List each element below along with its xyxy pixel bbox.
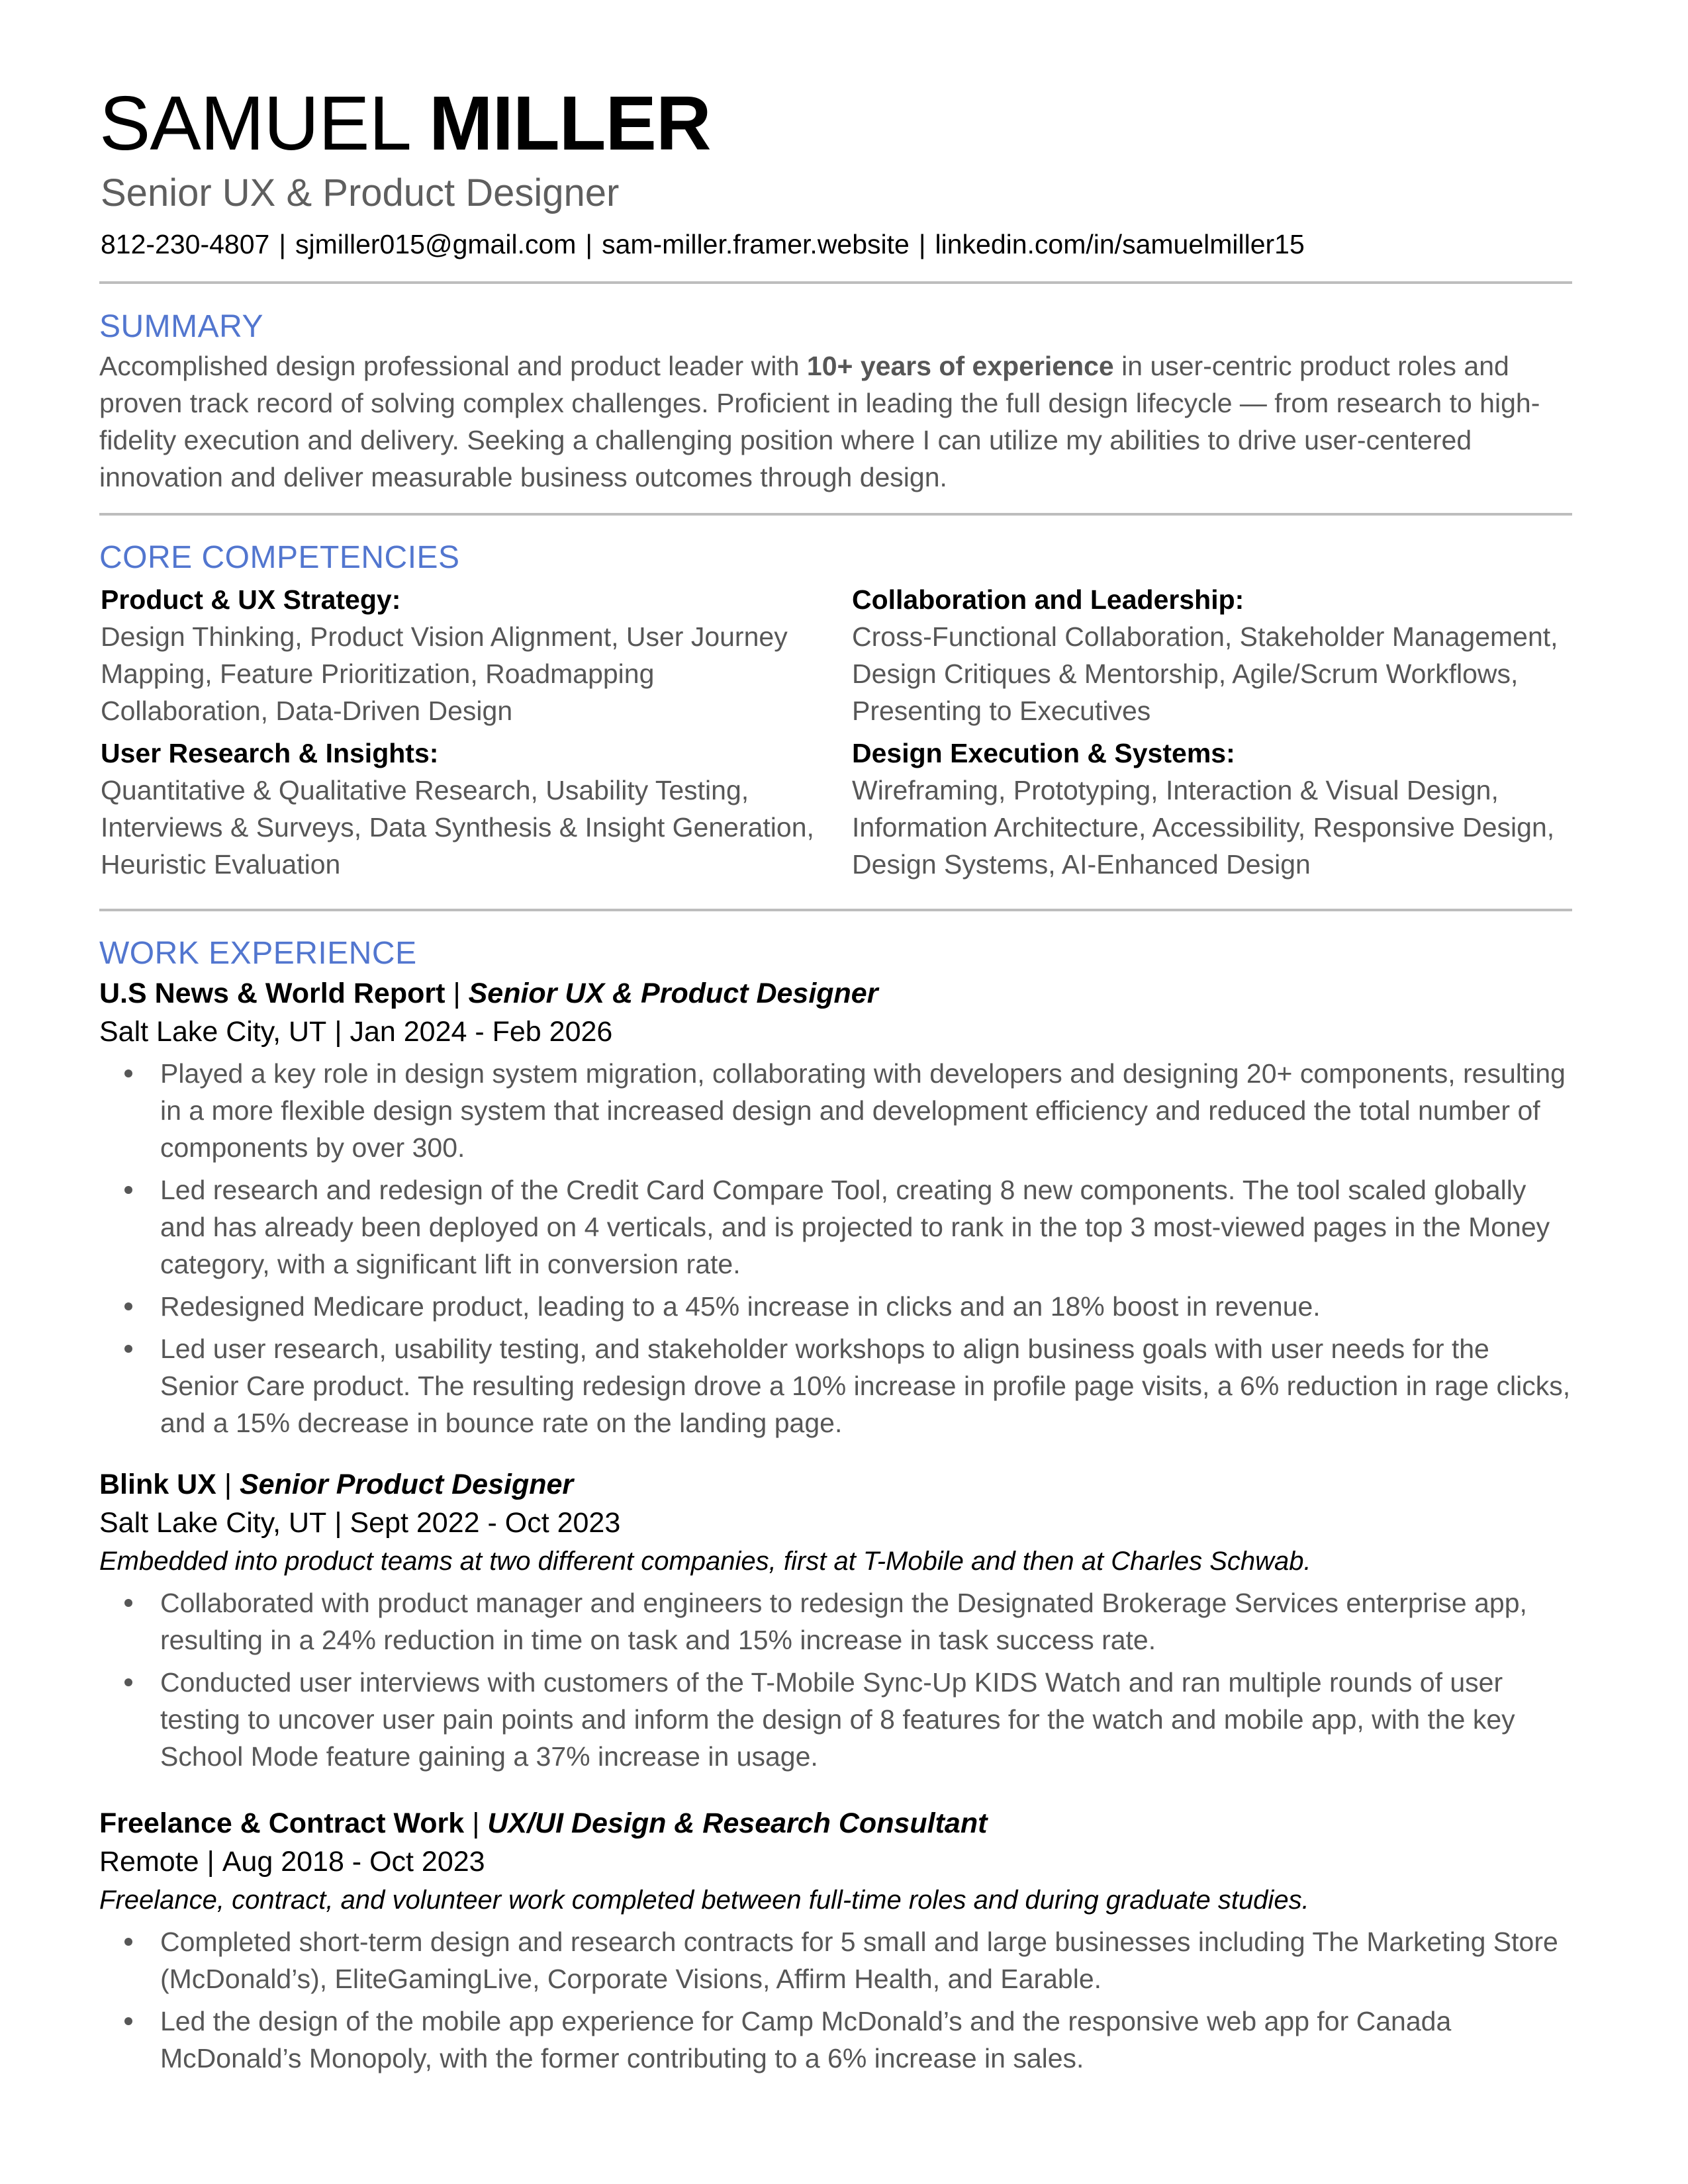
bullet-text: Conducted user interviews with customers of the T-Mobile Sync-Up KIDS Watch and ran multiple rounds of user testing to uncover user pain points and inform the design of 8 features for the watch and mobile app, with the key School Mode feature gaining a 37% increase in usage. [160, 1667, 1515, 1772]
bullet-icon [124, 1599, 132, 1607]
job-title-line [99, 974, 1572, 1013]
job-role: Senior UX & Product Designer [468, 978, 878, 1009]
job-location: Salt Lake City, UT [99, 1016, 327, 1048]
job-entry [99, 1465, 1572, 1780]
first-name: SAMUEL [99, 80, 408, 166]
separator: | [472, 1807, 480, 1839]
bullet-icon [124, 1302, 132, 1310]
competency-group-title: Product & UX Strategy: [101, 584, 401, 615]
website-link[interactable]: sam-miller.framer.website [602, 229, 910, 259]
bullet-icon [124, 2017, 132, 2025]
phone-number: 812-230-4807 [101, 229, 270, 259]
competencies-left-column [101, 581, 816, 888]
bullet-icon [124, 1938, 132, 1946]
competency-group-items: Wireframing, Prototyping, Interaction & Visual Design, Information Architecture, Accessibility, Responsive Design, Design Systems, AI-Enhanced Design [852, 775, 1555, 880]
job-note: Freelance, contract, and volunteer work completed between full-time roles and during graduate studies. [99, 1886, 1309, 1915]
last-name: MILLER [428, 80, 711, 166]
email-link[interactable]: sjmiller015@gmail.com [295, 229, 577, 259]
competency-group-title: User Research & Insights: [101, 738, 439, 768]
job-location: Remote [99, 1846, 199, 1878]
job-bullet [99, 1171, 1572, 1283]
separator: | [224, 1469, 232, 1500]
competency-group-items: Quantitative & Qualitative Research, Usability Testing, Interviews & Surveys, Data Synthesis & Insight Generation, Heuristic Evaluation [101, 775, 814, 880]
separator: | [585, 229, 593, 259]
competency-group-title: Collaboration and Leadership: [852, 584, 1244, 615]
job-meta-line [99, 1843, 1572, 1881]
job-role: UX/UI Design & Research Consultant [487, 1807, 988, 1839]
company-name: Blink UX [99, 1469, 216, 1500]
job-entry [99, 974, 1572, 1447]
job-note: Embedded into product teams at two different companies, first at T-Mobile and then at Charles Schwab. [99, 1547, 1311, 1576]
bullet-icon [124, 1186, 132, 1194]
job-meta-line [99, 1504, 1572, 1542]
job-entry [99, 1804, 1572, 2082]
job-title-line [99, 1465, 1572, 1504]
job-bullet [99, 1330, 1572, 1441]
separator: | [453, 978, 461, 1009]
contact-line [101, 229, 1305, 260]
bullet-text: Led research and redesign of the Credit Card Compare Tool, creating 8 new components. The tool scaled globally and has already been deployed on 4 verticals, and is projected to rank in the top 3 most-viewed pages in the Money category, with a significant lift in conversion rate. [160, 1175, 1550, 1279]
separator: | [334, 1016, 342, 1048]
company-name: Freelance & Contract Work [99, 1807, 465, 1839]
separator: | [207, 1846, 214, 1878]
job-dates: Jan 2024 - Feb 2026 [350, 1016, 613, 1048]
competency-group-items: Design Thinking, Product Vision Alignment, User Journey Mapping, Feature Prioritization, Roadmapping Collaboration, Data-Driven Design [101, 621, 788, 726]
linkedin-link[interactable]: linkedin.com/in/samuelmiller15 [935, 229, 1305, 259]
job-bullet [99, 2003, 1572, 2077]
company-name: U.S News & World Report [99, 978, 445, 1009]
job-bullet [99, 1055, 1572, 1166]
bullet-text: Redesigned Medicare product, leading to a 45% increase in clicks and an 18% boost in revenue. [160, 1291, 1321, 1322]
bullet-text: Completed short-term design and research contracts for 5 small and large businesses including The Marketing Store (McDonald’s), EliteGamingLive, Corporate Visions, Affirm Health, and Earable. [160, 1927, 1558, 1994]
job-bullets [99, 1055, 1572, 1441]
job-bullet [99, 1923, 1572, 1997]
separator: | [279, 229, 286, 259]
section-divider [99, 909, 1572, 911]
bullet-icon [124, 1069, 132, 1077]
summary-text [99, 347, 1572, 496]
competencies-right-column [852, 581, 1580, 888]
bullet-text: Led the design of the mobile app experience for Camp McDonald’s and the responsive web app for Canada McDonald’s Monopoly, with the former contributing to a 6% increase in sales. [160, 2006, 1452, 2073]
job-role: Senior Product Designer [239, 1469, 574, 1500]
candidate-title: Senior UX & Product Designer [101, 171, 620, 214]
bullet-text: Collaborated with product manager and engineers to redesign the Designated Brokerage Services enterprise app, resulting in a 24% reduction in time on task and 15% increase in task success rate. [160, 1588, 1527, 1655]
candidate-name [99, 80, 711, 166]
job-dates: Sept 2022 - Oct 2023 [350, 1507, 621, 1539]
bullet-text: Played a key role in design system migration, collaborating with developers and designing 20+ components, resulting in a more flexible design system that increased design and development efficiency and reduced the total number of components by over 300. [160, 1058, 1566, 1163]
job-bullets [99, 1584, 1572, 1775]
job-bullets [99, 1923, 1572, 2077]
summary-text-part: Accomplished design professional and product leader with [99, 351, 807, 381]
section-divider [99, 281, 1572, 284]
job-bullet [99, 1664, 1572, 1775]
summary-text-part: in user-centric product roles and proven track record of solving complex challenges. Proficient in leading the full design lifecycle — from research to high-fidelity execution and delivery. Seeking a challenging position where I can utilize my abilities to drive user-centered innovation and deliver measurable business outcomes through design. [99, 351, 1540, 492]
competency-group-items: Cross-Functional Collaboration, Stakeholder Management, Design Critiques & Mentorship, Agile/Scrum Workflows, Presenting to Executives [852, 621, 1558, 726]
separator: | [334, 1507, 342, 1539]
experience-heading: WORK EXPERIENCE [99, 936, 417, 971]
job-location: Salt Lake City, UT [99, 1507, 327, 1539]
job-meta-line [99, 1013, 1572, 1051]
separator: | [918, 229, 926, 259]
bullet-icon [124, 1345, 132, 1353]
competency-group-title: Design Execution & Systems: [852, 738, 1235, 768]
summary-heading: SUMMARY [99, 309, 263, 344]
bullet-text: Led user research, usability testing, and stakeholder workshops to align business goals with user needs for the Senior Care product. The resulting redesign drove a 10% increase in profile page visits, a 6% reduction in rage clicks, and a 15% decrease in bounce rate on the landing page. [160, 1334, 1571, 1438]
job-title-line [99, 1804, 1572, 1843]
summary-highlight: 10+ years of experience [806, 351, 1114, 381]
section-divider [99, 513, 1572, 516]
job-bullet [99, 1288, 1572, 1325]
job-bullet [99, 1584, 1572, 1659]
competencies-heading: CORE COMPETENCIES [99, 540, 460, 575]
bullet-icon [124, 1678, 132, 1686]
job-dates: Aug 2018 - Oct 2023 [222, 1846, 485, 1878]
